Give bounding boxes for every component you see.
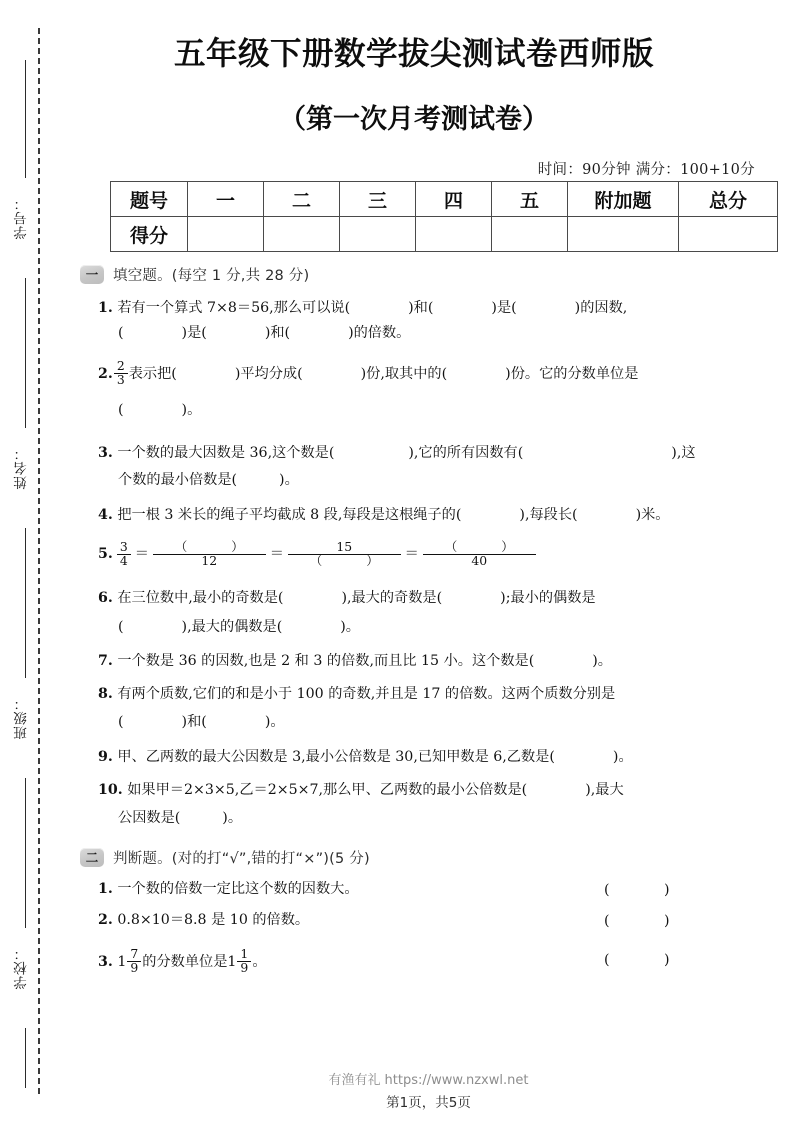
- question-text: 个数的最小倍数是(: [118, 472, 238, 488]
- section-header-fill-in-blanks: [80, 264, 309, 285]
- question-number: 8.: [98, 686, 113, 702]
- question-number: 7.: [98, 653, 113, 669]
- score-cell-5[interactable]: [492, 217, 568, 252]
- fraction-two-thirds: [114, 360, 128, 387]
- score-cell-total[interactable]: [679, 217, 778, 252]
- question-fill-3-line-2: [98, 473, 758, 487]
- answer-bracket-open-1[interactable]: (: [604, 882, 610, 898]
- question-number: 1.: [98, 881, 113, 897]
- question-text: 公因数是(: [118, 810, 181, 826]
- question-text: )米。: [635, 507, 670, 523]
- watermark-url: https://www.nzxwl.net: [384, 1073, 529, 1088]
- exam-meta-info: 时间：90分钟 满分：100+10分: [537, 162, 755, 178]
- question-fill-7: [98, 654, 758, 668]
- question-text: )。: [222, 810, 243, 826]
- question-text: )和(: [181, 714, 207, 730]
- question-truefalse-2: [98, 913, 758, 927]
- section-number-badge-one: [80, 265, 104, 284]
- answer-bracket-close-1[interactable]: ): [664, 882, 670, 898]
- score-table-col-total: 总分: [679, 182, 778, 217]
- watermark: [64, 1069, 793, 1088]
- fraction-three-quarters: [117, 541, 131, 568]
- question-fill-10-line-1: [98, 783, 758, 797]
- fraction-denominator: 4: [117, 554, 131, 568]
- question-text: )份。它的分数单位是: [505, 365, 639, 382]
- page-title: 五年级下册数学拔尖测试卷西师版: [173, 35, 654, 72]
- page-number-footer: 第1页，共5页: [386, 1095, 471, 1111]
- question-text: 0.8×10＝8.8 是 10 的倍数。: [117, 912, 310, 928]
- equals-sign: ＝: [404, 546, 419, 563]
- question-text: ),最大: [585, 782, 624, 798]
- seal-dashed-line: [38, 28, 40, 1094]
- seal-line-segment-3: [25, 528, 26, 678]
- question-text: )的倍数。: [348, 325, 411, 341]
- table-row-question-numbers: [111, 182, 778, 217]
- seal-label-class: 班级：: [14, 696, 30, 740]
- question-fill-2-line-2: [98, 403, 758, 417]
- score-table-col-4: 四: [416, 182, 492, 217]
- watermark-brand: 有渔有礼: [328, 1073, 381, 1088]
- question-fill-1-line-1: [98, 301, 758, 315]
- question-text: ),最大的奇数是(: [341, 590, 443, 606]
- equals-sign: ＝: [134, 546, 149, 563]
- score-table-col-3: 三: [340, 182, 416, 217]
- question-text: 的分数单位是: [142, 953, 228, 970]
- score-cell-2[interactable]: [264, 217, 340, 252]
- question-number: 10.: [98, 782, 123, 798]
- score-table-col-2: 二: [264, 182, 340, 217]
- seal-line-segment-5: [25, 1028, 26, 1088]
- question-number: 3.: [98, 953, 113, 970]
- seal-label-student-id: 学号：: [14, 196, 30, 240]
- question-text: 一个数是 36 的因数,也是 2 和 3 的倍数,而且比 15 小。这个数是(: [117, 653, 535, 669]
- score-table-row-label-1: 得分: [111, 217, 188, 252]
- question-text: (: [118, 619, 124, 635]
- question-text: )。: [264, 714, 285, 730]
- fraction-blank-over-twelve: [153, 541, 266, 568]
- question-fill-4: [98, 508, 758, 522]
- section-badge-label: 一: [85, 266, 99, 282]
- question-text: ),每段长(: [519, 507, 578, 523]
- question-fill-8-line-2: [98, 715, 758, 729]
- section-heading-text: 判断题。(对的打“√”,错的打“×”)(5 分): [113, 851, 370, 867]
- question-text: (: [118, 714, 124, 730]
- score-table-col-1: 一: [188, 182, 264, 217]
- question-text: 在三位数中,最小的奇数是(: [117, 590, 284, 606]
- question-number: 6.: [98, 590, 113, 606]
- exam-page: [64, 0, 793, 1122]
- question-text: ),最大的偶数是(: [181, 619, 283, 635]
- question-number: 9.: [98, 749, 113, 765]
- question-text: (: [118, 325, 124, 341]
- question-text: 一个数的最大因数是 36,这个数是(: [117, 445, 335, 461]
- question-number: 2.: [98, 912, 113, 928]
- question-text: )平均分成(: [234, 365, 303, 382]
- score-cell-4[interactable]: [416, 217, 492, 252]
- score-table: [110, 181, 778, 252]
- question-truefalse-1: [98, 882, 758, 896]
- question-fill-8-line-1: [98, 687, 758, 701]
- question-fill-6-line-1: [98, 591, 758, 605]
- answer-bracket-open-2[interactable]: (: [604, 913, 610, 929]
- question-text: 如果甲＝2×3×5,乙＝2×5×7,那么甲、乙两数的最小公倍数是(: [127, 782, 528, 798]
- score-cell-1[interactable]: [188, 217, 264, 252]
- question-number: 1.: [98, 300, 113, 316]
- section-heading-text: 填空题。(每空 1 分,共 28 分): [113, 268, 310, 284]
- score-table-row-label-0: 题号: [111, 182, 188, 217]
- section-header-true-false: [80, 847, 370, 868]
- question-number: 3.: [98, 445, 113, 461]
- fraction-denominator: 40: [423, 554, 536, 568]
- table-row-scores: [111, 217, 778, 252]
- fraction-numerator: 1: [240, 946, 249, 961]
- equals-sign: ＝: [269, 546, 284, 563]
- question-text: 一个数的倍数一定比这个数的因数大。: [117, 881, 359, 897]
- score-table-col-5: 五: [492, 182, 568, 217]
- seal-sidebar: [0, 0, 64, 1122]
- question-text: ),这: [671, 445, 696, 461]
- seal-line-segment-1: [25, 60, 26, 178]
- question-text: )是(: [491, 300, 517, 316]
- section-badge-label: 二: [85, 849, 99, 865]
- question-text: 把一根 3 米长的绳子平均截成 8 段,每段是这根绳子的(: [117, 507, 462, 523]
- question-text: )和(: [408, 300, 434, 316]
- question-text: ),它的所有因数有(: [408, 445, 524, 461]
- fraction-numerator: （ ）: [174, 539, 244, 554]
- answer-bracket-open-3[interactable]: (: [604, 952, 610, 968]
- question-text: )份,取其中的(: [360, 365, 448, 382]
- question-text: 若有一个算式 7×8＝56,那么可以说(: [117, 300, 351, 316]
- fraction-numerator: 7: [130, 946, 139, 961]
- score-cell-3[interactable]: [340, 217, 416, 252]
- question-text: 表示把(: [128, 365, 177, 382]
- fraction-blank-over-forty: [423, 541, 536, 568]
- fraction-denominator: 3: [114, 373, 128, 387]
- question-number: 5.: [98, 546, 113, 563]
- fraction-numerator: 15: [336, 539, 353, 554]
- seal-label-student-name: 姓名：: [14, 446, 30, 490]
- score-table-col-bonus: 附加题: [568, 182, 679, 217]
- fraction-fifteen-over-blank: [288, 541, 401, 568]
- question-text: )。: [279, 472, 299, 488]
- mixed-number-integer: 1: [227, 953, 237, 970]
- question-text: 。: [252, 953, 267, 970]
- question-text: (: [118, 402, 124, 418]
- fraction-denominator: （ ）: [288, 554, 401, 568]
- fraction-numerator: 2: [116, 358, 125, 373]
- question-text: )。: [612, 749, 633, 765]
- answer-bracket-close-2[interactable]: ): [664, 913, 670, 929]
- question-fill-3-line-1: [98, 446, 758, 460]
- question-text: )的因数,: [574, 300, 628, 316]
- question-number: 4.: [98, 507, 113, 523]
- fraction-numerator: （ ）: [444, 539, 514, 554]
- question-text: 有两个质数,它们的和是小于 100 的奇数,并且是 17 的倍数。这两个质数分别是: [117, 686, 616, 702]
- fraction-one-ninth: [237, 948, 251, 975]
- question-text: )。: [592, 653, 612, 669]
- question-fill-5: [98, 541, 758, 568]
- fraction-denominator: 12: [153, 554, 266, 568]
- question-fill-6-line-2: [98, 620, 758, 634]
- score-cell-bonus[interactable]: [568, 217, 679, 252]
- page-subtitle: （第一次月考测试卷）: [279, 104, 549, 135]
- seal-label-school: 学校：: [14, 946, 30, 990]
- question-text: 甲、乙两数的最大公因数是 3,最小公倍数是 30,已知甲数是 6,乙数是(: [117, 749, 555, 765]
- question-text: )和(: [264, 325, 291, 341]
- fraction-denominator: 9: [237, 961, 251, 975]
- question-fill-1-line-2: [98, 326, 758, 340]
- question-number: 2.: [98, 365, 113, 382]
- section-number-badge-two: [80, 848, 104, 867]
- question-truefalse-3: [98, 948, 758, 975]
- question-text: );最小的偶数是: [500, 590, 596, 606]
- fraction-denominator: 9: [127, 961, 141, 975]
- seal-line-segment-2: [25, 278, 26, 428]
- question-text: )。: [340, 619, 360, 635]
- fraction-numerator: 3: [119, 539, 128, 554]
- question-text: )是(: [181, 325, 207, 341]
- mixed-number-integer: 1: [117, 953, 127, 970]
- seal-line-segment-4: [25, 778, 26, 928]
- question-fill-2-line-1: [98, 360, 758, 387]
- question-text: )。: [181, 402, 202, 418]
- question-fill-10-line-2: [98, 811, 758, 825]
- fraction-seven-ninths: [127, 948, 141, 975]
- answer-bracket-close-3[interactable]: ): [664, 952, 670, 968]
- question-fill-9: [98, 750, 758, 764]
